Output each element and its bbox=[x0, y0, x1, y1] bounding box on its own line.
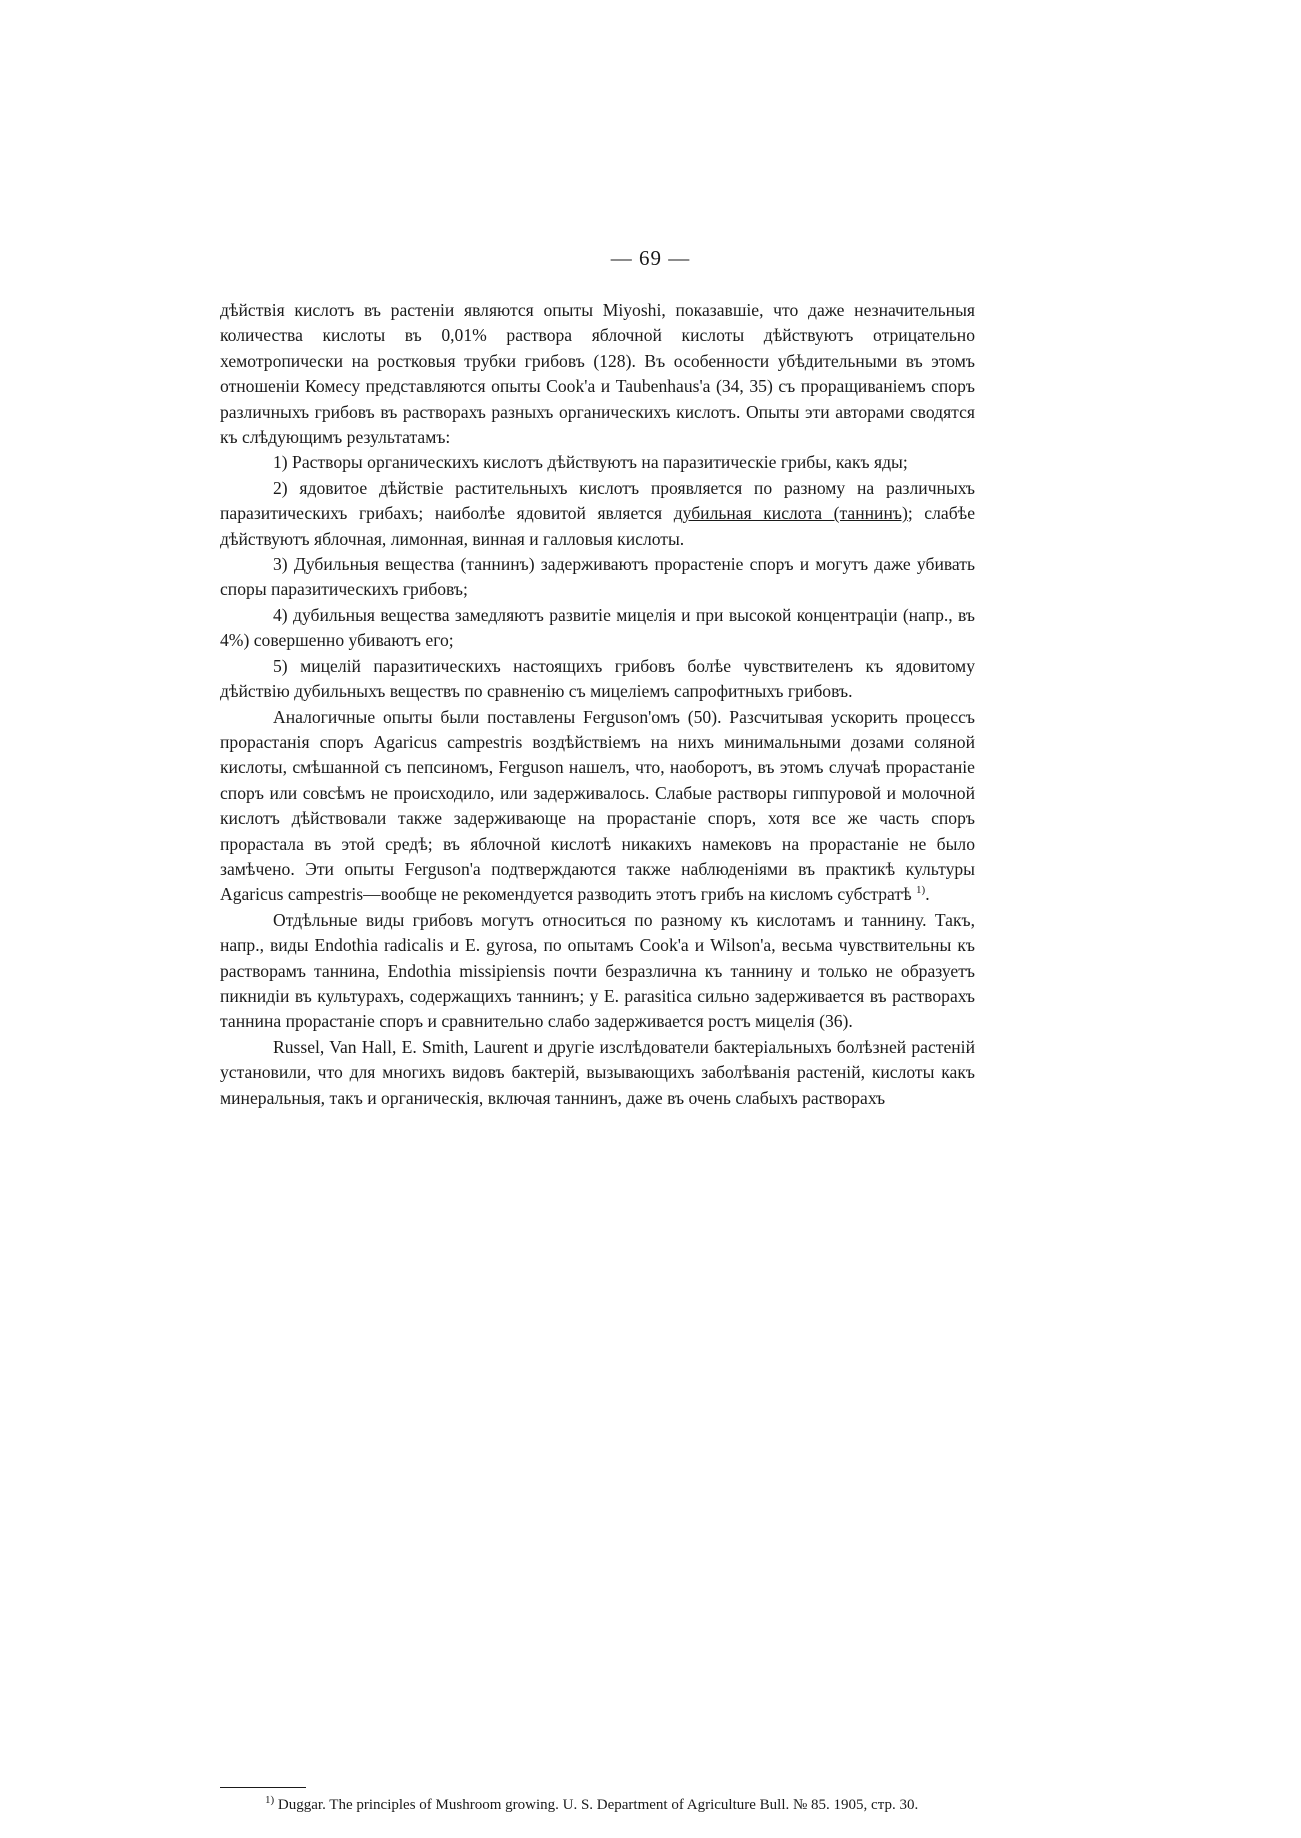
ferguson-period: . bbox=[925, 884, 930, 905]
footnote-divider bbox=[220, 1787, 306, 1788]
paragraph-species: Отдѣльные виды грибовъ могутъ относиться по разному къ кислотамъ и таннину. Такъ, напр., виды Endothia radicalis и E. gyrosa, по опытамъ Cook'a и Wilson'a, весьма чувствительны къ растворамъ таннина, Endothia missipiensis почти безразлична къ таннину и только не образуетъ пикнидіи въ культурахъ, содержащихъ таннинъ; у E. parasitica сильно задерживается въ растворахъ таннина прорастаніе споръ и сравнительно слабо задерживается ростъ мицелія (36). bbox=[220, 909, 975, 1032]
body-text bbox=[220, 298, 975, 1111]
footnote-marker: 1) bbox=[265, 1794, 275, 1806]
ferguson-text: Аналогичные опыты были поставлены Ferguson'омъ (50). Разсчитывая ускорить процессъ прорастанія споръ Agaricus campestris воздѣйствіемъ на нихъ минимальными дозами соляной кислоты, смѣшанной съ пепсиномъ, Ferguson нашелъ, что, наоборотъ, въ этомъ случаѣ прорастаніе споръ или совсѣмъ не происходило, или задерживалось. Слабые растворы гиппуровой и молочной кислотъ дѣйствовали также задерживающе на прорастаніе споръ, хотя все же часть споръ прорастала въ этой средѣ; въ яблочной кислотѣ никакихъ намековъ на прорастаніе не было замѣчено. Эти опыты Ferguson'a подтверждаются также наблюденіями въ практикѣ культуры Agaricus campestris—вообще не рекомендуется разводить этотъ грибъ на кисломъ субстратѣ bbox=[220, 706, 975, 905]
paragraph-ferguson bbox=[220, 705, 975, 908]
list-item-2 bbox=[220, 476, 975, 552]
footnote-reference: 1) bbox=[916, 884, 926, 897]
list-item-4: 4) дубильныя вещества замедляютъ развитіе мицелія и при высокой концентраціи (напр., въ 4%) совершенно убиваютъ его; bbox=[220, 604, 975, 651]
list-item-1: 1) Растворы органическихъ кислотъ дѣйствуютъ на паразитическіе грибы, какъ яды; bbox=[273, 452, 908, 473]
list-item-5: 5) мицелій паразитическихъ настоящихъ грибовъ болѣе чувствителенъ къ ядовитому дѣйствію дубильныхъ веществъ по сравненію съ мицеліемъ сапрофитныхъ грибовъ. bbox=[220, 655, 975, 702]
list-item-2-end: ; слабѣе дѣйствуютъ яблочная, лимонная, винная и галловыя кислоты. bbox=[220, 503, 976, 549]
footnote bbox=[220, 1795, 975, 1815]
footnote-text: Duggar. The principles of Mushroom growing. U. S. Department of Agriculture Bull. № 85. 1905, стр. 30. bbox=[277, 1797, 919, 1813]
paragraph-russel: Russel, Van Hall, E. Smith, Laurent и другіе изслѣдователи бактеріальныхъ болѣзней растеній установили, что для многихъ видовъ бактерій, вызывающихъ заболѣванія растеній, кислоты какъ минеральныя, такъ и органическія, включая таннинъ, даже въ очень слабыхъ растворахъ bbox=[220, 1036, 975, 1108]
page-number: — 69 — bbox=[610, 246, 691, 270]
list-item-3: 3) Дубильныя вещества (таннинъ) задерживаютъ прорастеніе споръ и могутъ даже убивать споры паразитическихъ грибовъ; bbox=[220, 554, 975, 600]
paragraph-acids-intro: дѣйствія кислотъ въ растеніи являются опыты Miyoshi, показавшіе, что даже незначительныя количества кислоты въ 0,01% раствора яблочной кислоты дѣйствуютъ отрицательно хемотропически на ростковыя трубки грибовъ (128). Въ особенности убѣдительными въ этомъ отношеніи Комесу представляются опыты Cook'a и Taubenhaus'a (34, 35) съ проращиваніемъ споръ различныхъ грибовъ въ растворахъ разныхъ органическихъ кислотъ. Опыты эти авторами сводятся къ слѣдующимъ результатамъ: bbox=[220, 300, 975, 448]
underlined-tannin: дубильная кислота (таннинъ) bbox=[673, 503, 908, 524]
list-item-2-start: 2) ядовитое дѣйствіе растительныхъ кислотъ проявляется по разному на различныхъ паразитическихъ грибахъ; наиболѣе ядовитой является bbox=[220, 477, 975, 524]
